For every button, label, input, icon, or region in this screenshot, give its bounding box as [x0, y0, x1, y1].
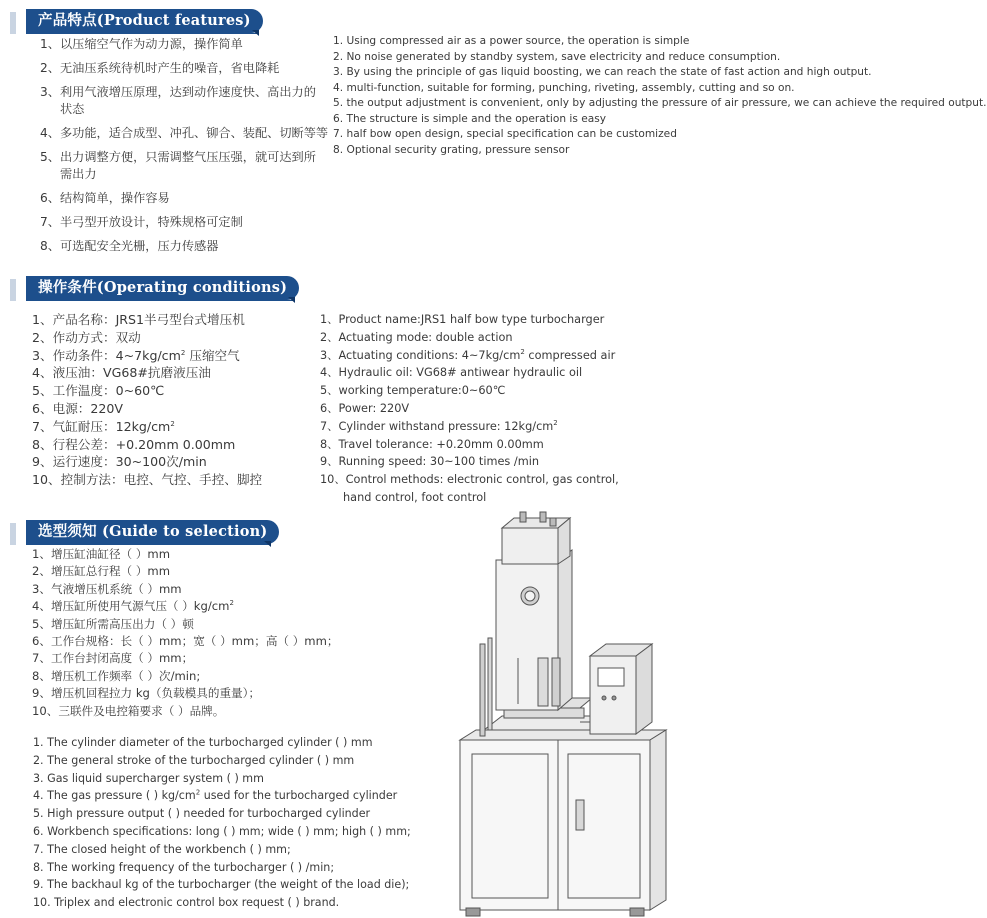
item-text: 增压机回程拉力 kg（负载模具的重量）； [50, 686, 261, 701]
list-item [32, 598, 432, 615]
item-text: 增压缸所使用气源气压（ ）kg/cm [50, 599, 230, 614]
item-number: 5、 [320, 384, 339, 398]
list-item [40, 84, 328, 118]
item-text: 增压缸油缸径（ ）mm [50, 547, 171, 561]
list-item [320, 364, 686, 382]
item-text: 运行速度：30~100次/min [52, 454, 207, 470]
item-text: Product name:JRS1 half bow type turbocharger [338, 313, 605, 326]
item-text: 工作台封闭高度（ ）mm； [50, 651, 194, 666]
superscript: 2 [520, 347, 525, 356]
item-number: 6. [33, 824, 48, 838]
item-number: 1、 [32, 312, 53, 327]
item-number: 2、 [320, 330, 339, 344]
item-text: hand control, foot control [343, 490, 487, 504]
item-number: 4、 [32, 599, 51, 614]
item-text: The backhaul kg of the turbocharger (the weight of the load die); [47, 878, 410, 892]
product-features-en-list [333, 34, 987, 158]
superscript: 2 [180, 348, 186, 357]
item-number: 10、 [32, 703, 59, 718]
item-text: 控制方法：电控、气控、手控、脚控 [60, 472, 263, 488]
item-text: 行程公差：+0.20mm 0.00mm [52, 436, 236, 452]
item-text: 电源：220V [52, 400, 124, 416]
section-header-guide-selection [0, 517, 276, 547]
item-number: 8、 [32, 436, 53, 452]
item-text: 三联件及电控箱要求（ ）品牌。 [58, 703, 225, 718]
list-item [32, 382, 322, 400]
section-header-product-features [0, 6, 260, 36]
item-number: 3、 [32, 581, 51, 596]
item-text: 半弓型开放设计，特殊规格可定制 [59, 215, 243, 229]
item-number: 4、 [32, 365, 53, 381]
item-text: 无油压系统待机时产生的噪音，省电降耗 [59, 61, 280, 75]
list-item [32, 329, 322, 347]
item-text: 液压油：VG68#抗磨液压油 [52, 365, 211, 381]
item-text: The gas pressure ( ) kg/cm [47, 789, 196, 803]
list-item [320, 347, 686, 365]
item-text: 作动条件：4~7kg/cm [52, 347, 181, 363]
list-item [40, 149, 328, 183]
list-item [40, 125, 328, 142]
list-item [33, 841, 443, 859]
item-text: Actuating mode: double action [338, 330, 513, 344]
list-item [40, 190, 328, 207]
item-text: The cylinder diameter of the turbocharged cylinder ( ) mm [47, 736, 373, 749]
item-text: 3. By using the principle of gas liquid boosting, we can reach the state of fast action and high output. [333, 66, 872, 78]
item-text: 增压缸所需高压出力（ ）顿 [50, 616, 194, 631]
item-text: 5. the output adjustment is convenient, only by adjusting the pressure of air pressure, we can achieve the required output. [333, 97, 987, 109]
list-item [32, 668, 432, 685]
item-text: Workbench specifications: long ( ) mm; wide ( ) mm; high ( ) mm; [47, 824, 411, 838]
item-number: 7、 [40, 215, 60, 229]
item-number: 6、 [320, 401, 339, 415]
item-number: 1、 [40, 37, 60, 51]
product-features-cn-list [40, 36, 328, 255]
item-text: 工作台规格：长（ ）mm；宽（ ）mm；高（ ）mm； [50, 634, 339, 649]
list-item [32, 364, 322, 382]
item-number: 2、 [32, 564, 51, 579]
header-accent-stripe [10, 523, 16, 545]
list-item [320, 489, 686, 507]
item-text: 8. Optional security grating, pressure sensor [333, 143, 570, 156]
list-item [333, 81, 795, 97]
item-number: 6、 [32, 400, 53, 416]
item-text: 多功能，适合成型、冲孔、铆合、装配、切断等等 [59, 126, 329, 140]
item-number: 5. [33, 807, 48, 821]
list-item [32, 400, 322, 418]
list-item [320, 382, 686, 400]
list-item [333, 65, 872, 81]
item-text: Travel tolerance: +0.20mm 0.00mm [338, 437, 544, 451]
header-underline [26, 33, 258, 34]
guide-selection-cn-list [32, 546, 432, 720]
item-text: The closed height of the workbench ( ) mm; [47, 842, 291, 856]
booster-press-illustration [440, 508, 690, 918]
item-number: 4、 [40, 126, 60, 140]
list-item [40, 60, 328, 77]
operating-conditions-en-list [320, 311, 686, 507]
item-text: Gas liquid supercharger system ( ) mm [47, 771, 264, 785]
item-number: 9、 [32, 454, 53, 470]
list-item [33, 859, 443, 877]
list-item [32, 633, 432, 650]
list-item [320, 311, 686, 329]
list-item [32, 616, 432, 633]
list-item [333, 143, 685, 159]
list-item [32, 347, 322, 365]
item-text: The general stroke of the turbocharged cylinder ( ) mm [47, 753, 355, 767]
list-item [32, 418, 322, 436]
item-text: 气液增压机系统（ ）mm [50, 581, 182, 596]
item-number: 8、 [32, 668, 51, 683]
item-text-suffix: used for the turbocharged cylinder [200, 789, 398, 803]
item-number: 2. [33, 753, 48, 767]
superscript: 2 [195, 788, 201, 797]
item-number: 3、 [320, 348, 339, 362]
item-text: Power: 220V [338, 401, 410, 415]
list-item [33, 894, 443, 912]
section-title: 产品特点(Product features) [26, 9, 263, 33]
list-item [320, 329, 686, 347]
superscript: 2 [170, 419, 175, 428]
item-text: Cylinder withstand pressure: 12kg/cm [338, 419, 554, 433]
item-number: 10. [33, 896, 55, 910]
list-item [320, 400, 686, 418]
list-item [32, 436, 322, 454]
item-number: 2、 [32, 329, 53, 345]
header-accent-stripe [10, 12, 16, 34]
list-item [32, 685, 432, 702]
operating-conditions-cn-list [32, 311, 322, 489]
list-item [333, 112, 685, 128]
list-item [33, 770, 443, 788]
guide-selection-en-list [33, 734, 443, 912]
item-number: 5、 [32, 383, 53, 399]
section-title: 操作条件(Operating conditions) [26, 276, 299, 300]
item-number: 7、 [320, 419, 339, 433]
item-text: 7. half bow open design, special specification can be customized [333, 128, 677, 140]
item-number: 2、 [40, 61, 60, 75]
item-text: Running speed: 30~100 times /min [338, 455, 540, 469]
item-text: 1. Using compressed air as a power source, the operation is simple [333, 35, 690, 47]
list-item [33, 805, 443, 823]
list-item [32, 581, 432, 598]
item-number: 5、 [32, 616, 51, 631]
item-text: 工作温度：0~60℃ [52, 383, 165, 399]
list-item [320, 418, 686, 436]
item-number: 10、 [320, 473, 346, 487]
item-text-suffix: compressed air [524, 348, 616, 362]
superscript: 2 [553, 419, 558, 428]
item-number: 8、 [320, 437, 339, 451]
item-number: 3、 [32, 347, 53, 363]
item-number: 4. [33, 789, 48, 803]
list-item [40, 36, 328, 53]
item-number: 1、 [320, 313, 339, 326]
list-item [33, 752, 443, 770]
list-item [32, 563, 432, 580]
list-item [33, 876, 443, 894]
list-item [320, 453, 686, 471]
list-item [32, 311, 322, 329]
item-text: High pressure output ( ) needed for turbocharged cylinder [47, 807, 371, 821]
item-text: Control methods: electronic control, gas control, [345, 473, 619, 487]
list-item [33, 734, 443, 752]
item-number: 4、 [320, 366, 339, 380]
list-item [32, 703, 432, 720]
header-accent-stripe [10, 279, 16, 301]
item-text: 可选配安全光栅，压力传感器 [59, 239, 219, 253]
list-item [333, 50, 781, 66]
item-text: 作动方式：双动 [52, 329, 141, 345]
list-item [333, 96, 987, 112]
item-number: 10、 [32, 472, 61, 488]
item-number: 3、 [40, 85, 60, 99]
superscript: 2 [229, 599, 234, 608]
item-text: The working frequency of the turbocharger ( ) /min; [47, 860, 335, 874]
item-number: 1. [33, 736, 48, 749]
item-number: 9、 [320, 455, 339, 469]
item-number: 7、 [32, 418, 53, 434]
header-underline [26, 300, 294, 301]
list-item [320, 436, 686, 454]
list-item [40, 238, 328, 255]
item-text: 2. No noise generated by standby system, save electricity and reduce consumption. [333, 50, 781, 63]
item-text: 出力调整方便，只需调整气压压强，就可达到所需出力 [59, 150, 316, 181]
item-number: 6、 [32, 634, 51, 649]
header-wedge [288, 297, 295, 303]
section-title: 选型须知 (Guide to selection) [26, 520, 279, 544]
item-text: 增压机工作频率（ ）次/min; [50, 668, 201, 683]
list-item [32, 650, 432, 667]
list-item [33, 823, 443, 841]
section-header-operating-conditions [0, 273, 300, 303]
item-number: 6、 [40, 191, 60, 205]
item-text: 结构简单，操作容易 [59, 191, 170, 205]
item-text: 利用气液增压原理，达到动作速度快、高出力的状态 [59, 85, 316, 116]
item-number: 7. [33, 842, 48, 856]
item-text: 产品名称：JRS1半弓型台式增压机 [52, 312, 245, 327]
item-number: 7、 [32, 651, 51, 666]
item-text: Hydraulic oil: VG68# antiwear hydraulic oil [338, 366, 583, 380]
list-item [32, 471, 322, 489]
item-number: 1、 [32, 547, 51, 561]
list-item [32, 453, 322, 471]
item-number: 9、 [32, 686, 51, 701]
item-text: 气缸耐压：12kg/cm [52, 418, 171, 434]
item-text: 4. multi-function, suitable for forming, punching, riveting, assembly, cutting and so on. [333, 81, 795, 94]
list-item [333, 34, 690, 50]
item-text: 以压缩空气作为动力源，操作简单 [59, 37, 243, 51]
list-item [320, 471, 686, 489]
item-text-suffix: 压缩空气 [185, 347, 240, 363]
item-number: 3. [33, 771, 48, 785]
item-number: 8、 [40, 239, 60, 253]
list-item [33, 787, 443, 805]
item-number: 5、 [40, 150, 60, 164]
item-text: working temperature:0~60℃ [338, 384, 506, 398]
header-underline [26, 544, 270, 545]
list-item [333, 127, 685, 143]
item-number: 9. [33, 878, 48, 892]
item-text: Actuating conditions: 4~7kg/cm [338, 348, 521, 362]
list-item [40, 214, 328, 231]
item-text: Triplex and electronic control box request ( ) brand. [54, 896, 340, 910]
list-item [32, 546, 432, 563]
item-text: 增压缸总行程（ ）mm [50, 564, 171, 579]
item-number: 8. [33, 860, 48, 874]
item-text: 6. The structure is simple and the operation is easy [333, 112, 607, 125]
